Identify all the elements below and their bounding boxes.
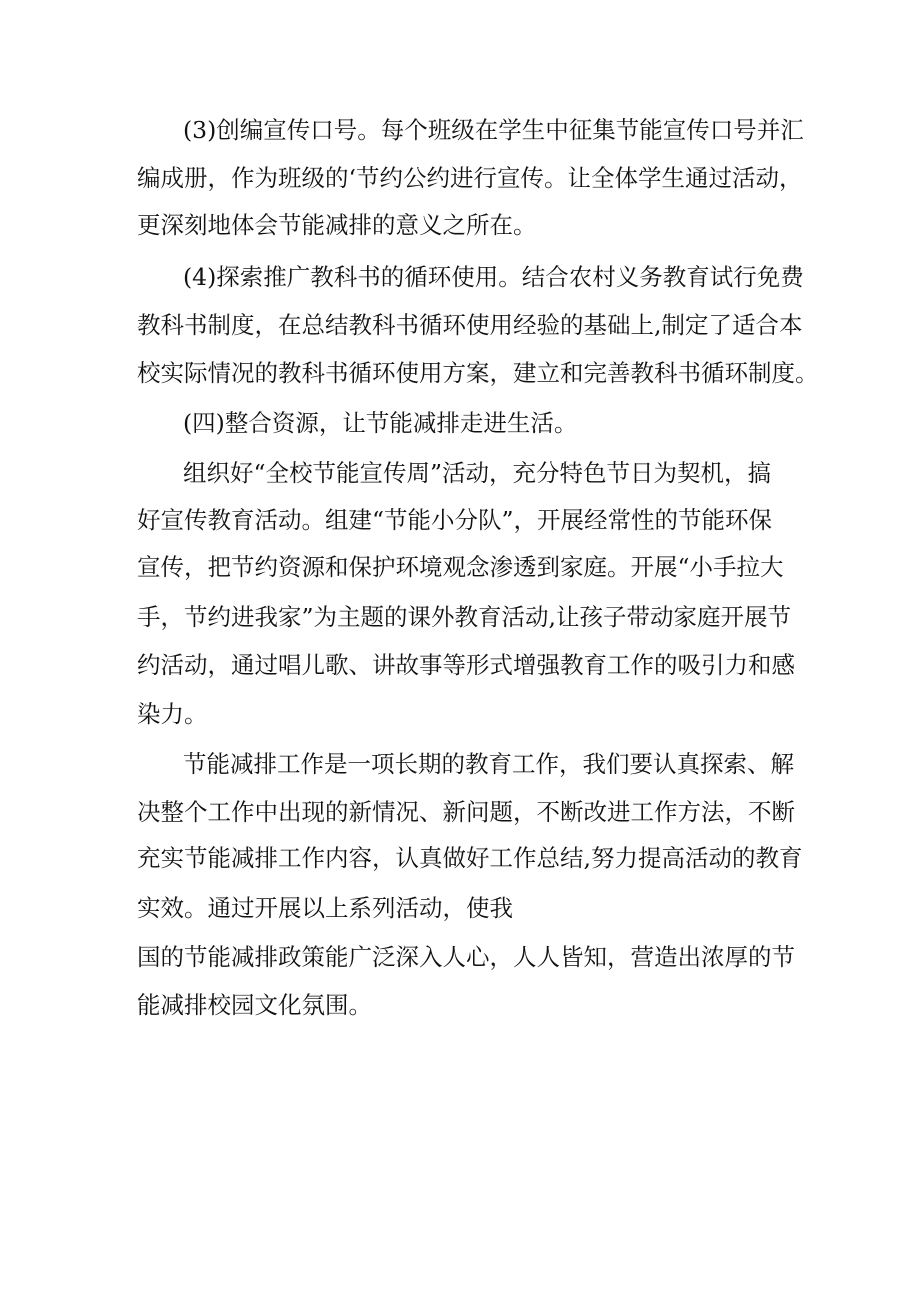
text-line: 组织好“全校节能宣传周”活动，充分特色节日为契机，搞 xyxy=(183,459,772,487)
text-line: 教科书制度，在总结教科书循环使用经验的基础上,制定了适合本 xyxy=(137,311,803,339)
text-line: 能减排校园文化氛围。 xyxy=(137,991,372,1019)
text-line: 宣传，把节约资源和保护环境观念渗透到家庭。开展“小手拉大 xyxy=(137,553,784,581)
text-line: (四)整合资源，让节能减排走进生活。 xyxy=(183,409,578,437)
text-line: 染力。 xyxy=(137,700,208,728)
text-line: 充实节能减排工作内容，认真做好工作总结,努力提高活动的教育 xyxy=(137,844,803,872)
text-line: 决整个工作中出现的新情况、新问题，不断改进工作方法，不断 xyxy=(137,798,795,826)
text-line: 编成册，作为班级的‘节约公约进行宣传。让全体学生通过活动， xyxy=(137,164,803,192)
text-line: 约活动，通过唱儿歌、讲故事等形式增强教育工作的吸引力和感 xyxy=(137,651,795,679)
text-line: (4)探索推广教科书的循环使用。结合农村义务教育试行免费 xyxy=(183,263,804,291)
text-line: (3)创编宣传口号。每个班级在学生中征集节能宣传口号并汇 xyxy=(183,116,804,144)
text-line: 国的节能减排政策能广泛深入人心，人人皆知，营造出浓厚的节 xyxy=(137,943,795,971)
text-line: 实效。通过开展以上系列活动，使我 xyxy=(137,894,513,922)
text-line: 手，节约进我家”为主题的课外教育活动,让孩子带动家庭开展节 xyxy=(137,603,791,631)
text-line: 节能减排工作是一项长期的教育工作，我们要认真探索、解 xyxy=(183,750,794,778)
text-line: 更深刻地体会节能减排的意义之所在。 xyxy=(137,211,537,239)
text-line: 校实际情况的教科书循环使用方案，建立和完善教科书循环制度。 xyxy=(137,359,819,387)
text-line: 好宣传教育活动。组建“节能小分队”，开展经常性的节能环保 xyxy=(137,506,773,534)
